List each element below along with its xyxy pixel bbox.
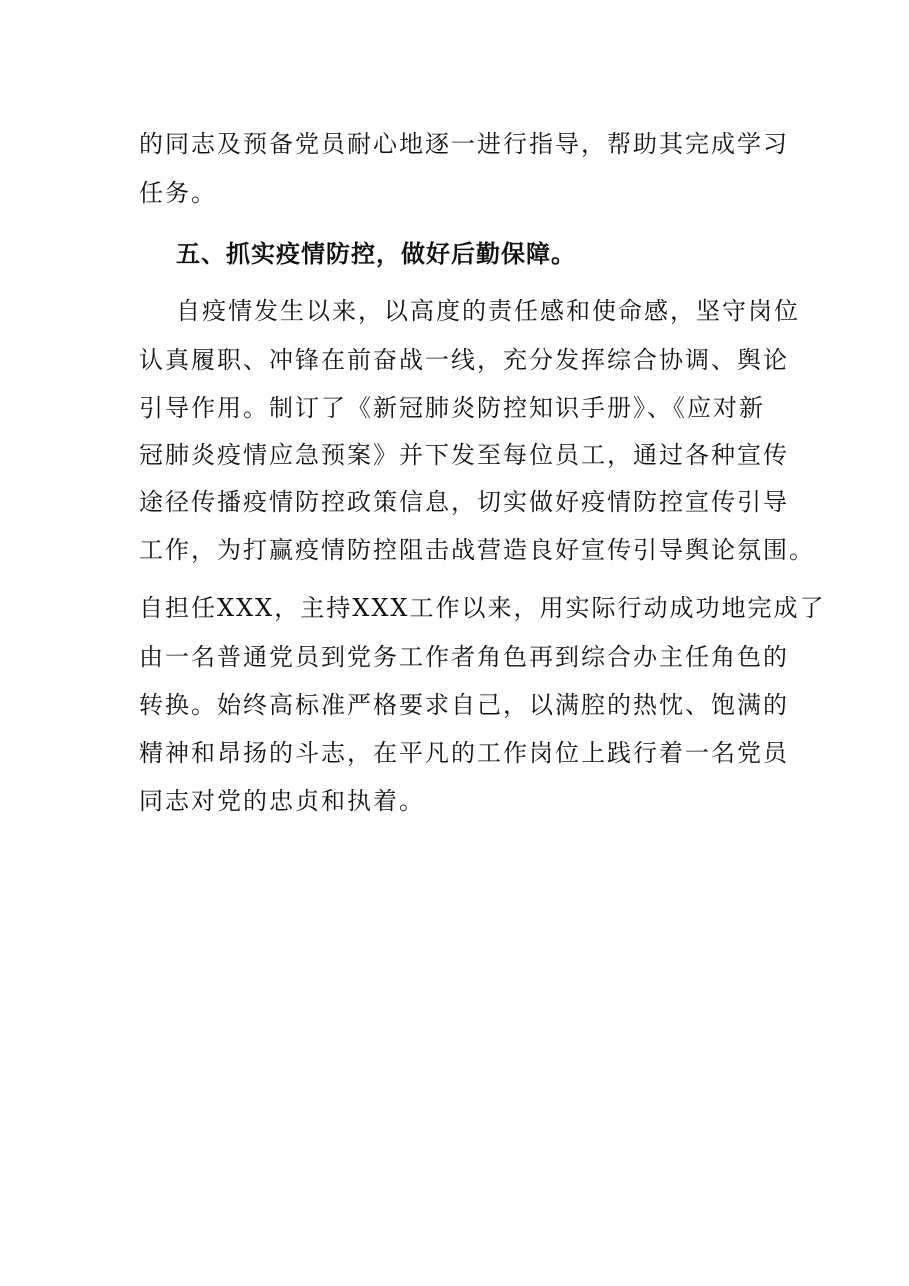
paragraph-line: 的同志及预备党员耐心地逐一进行指导，帮助其完成学习 — [139, 130, 789, 158]
section-heading: 五、抓实疫情防控，做好后勤保障。 — [176, 239, 576, 268]
paragraph-line: 引导作用。制订了《新冠肺炎防控知识手册》、《应对新 — [139, 394, 765, 422]
paragraph-line: 任务。 — [139, 179, 217, 207]
paragraph-line: 途径传播疫情防控政策信息，切实做好疫情防控宣传引导 — [139, 488, 789, 516]
paragraph-line: 自疫情发生以来，以高度的责任感和使命感，坚守岗位 — [176, 297, 800, 325]
paragraph-line: 冠肺炎疫情应急预案》并下发至每位员工，通过各种宣传 — [139, 441, 789, 469]
paragraph-line: 精神和昂扬的斗志，在平凡的工作岗位上践行着一名党员 — [139, 739, 789, 767]
paragraph-line: 转换。始终高标准严格要求自己，以满腔的热忱、饱满的 — [139, 691, 789, 719]
paragraph-line: 工作，为打赢疫情防控阻击战营造良好宣传引导舆论氛围。 — [139, 536, 815, 564]
paragraph-line: 自担任XXX，主持XXX工作以来，用实际行动成功地完成了 — [139, 594, 826, 622]
paragraph-line: 由一名普通党员到党务工作者角色再到综合办主任角色的 — [139, 643, 789, 671]
paragraph-line: 同志对党的忠贞和执着。 — [139, 787, 425, 815]
paragraph-line: 认真履职、冲锋在前奋战一线，充分发挥综合协调、舆论 — [139, 346, 789, 374]
